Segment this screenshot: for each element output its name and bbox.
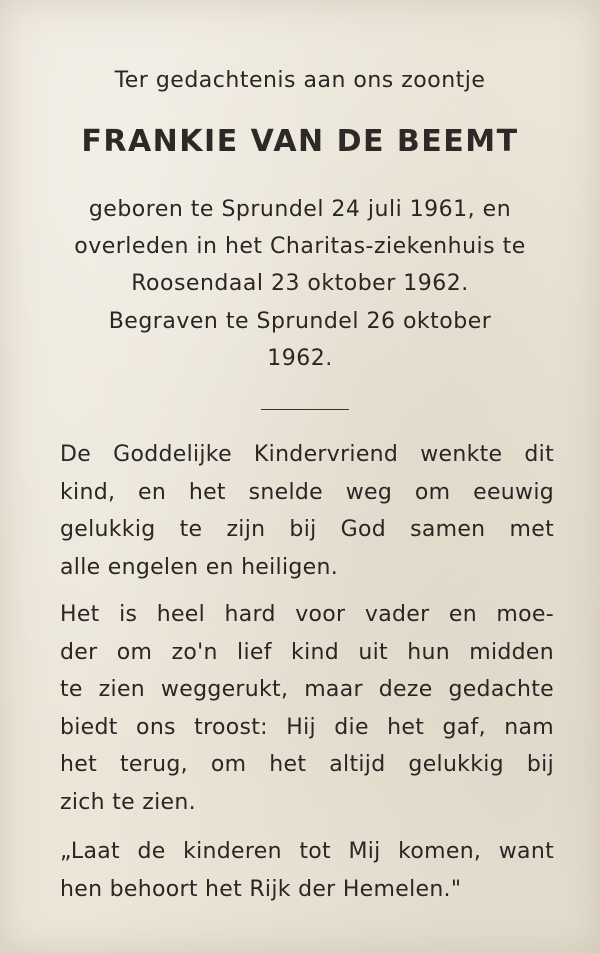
details-line-5: 1962. xyxy=(267,346,333,371)
deceased-name: FRANKIE VAN DE BEEMT xyxy=(81,124,519,159)
details-line-2: overleden in het Charitas-ziekenhuis te xyxy=(74,234,526,259)
divider-line xyxy=(261,409,349,410)
paragraph-2-line: het terug, om het altijd gelukkig bij xyxy=(60,752,554,777)
paragraph-2-line: Het is heel hard voor vader en moe- xyxy=(60,602,554,627)
quote xyxy=(60,833,554,908)
details-line-4: Begraven te Sprundel 26 oktober xyxy=(108,309,492,334)
details-line-1: geboren te Sprundel 24 juli 1961, en xyxy=(88,197,512,222)
paragraph-1-line: De Goddelijke Kindervriend wenkte dit xyxy=(60,442,554,467)
paragraph-2-line: der om zo'n lief kind uit hun midden xyxy=(60,639,554,665)
intro-line: Ter gedachtenis aan ons zoontje xyxy=(114,68,486,93)
paragraph-2-line: biedt ons troost: Hij die het gaf, nam xyxy=(60,714,554,740)
details-line-3: Roosendaal 23 oktober 1962. xyxy=(131,271,469,296)
paragraph-1-line: kind, en het snelde weg om eeuwig xyxy=(60,479,554,505)
paragraph-2 xyxy=(60,596,554,821)
quote-line: „Laat de kinderen tot Mij komen, want xyxy=(60,839,554,864)
paragraph-1 xyxy=(60,436,554,586)
paragraph-2-line: zich te zien. xyxy=(60,789,196,815)
paragraph-1-line: alle engelen en heiligen. xyxy=(60,554,339,580)
paragraph-2-line: te zien weggerukt, maar deze gedachte xyxy=(60,677,554,702)
quote-line: hen behoort het Rijk der Hemelen." xyxy=(60,876,462,902)
paragraph-1-line: gelukkig te zijn bij God samen met xyxy=(60,517,554,542)
